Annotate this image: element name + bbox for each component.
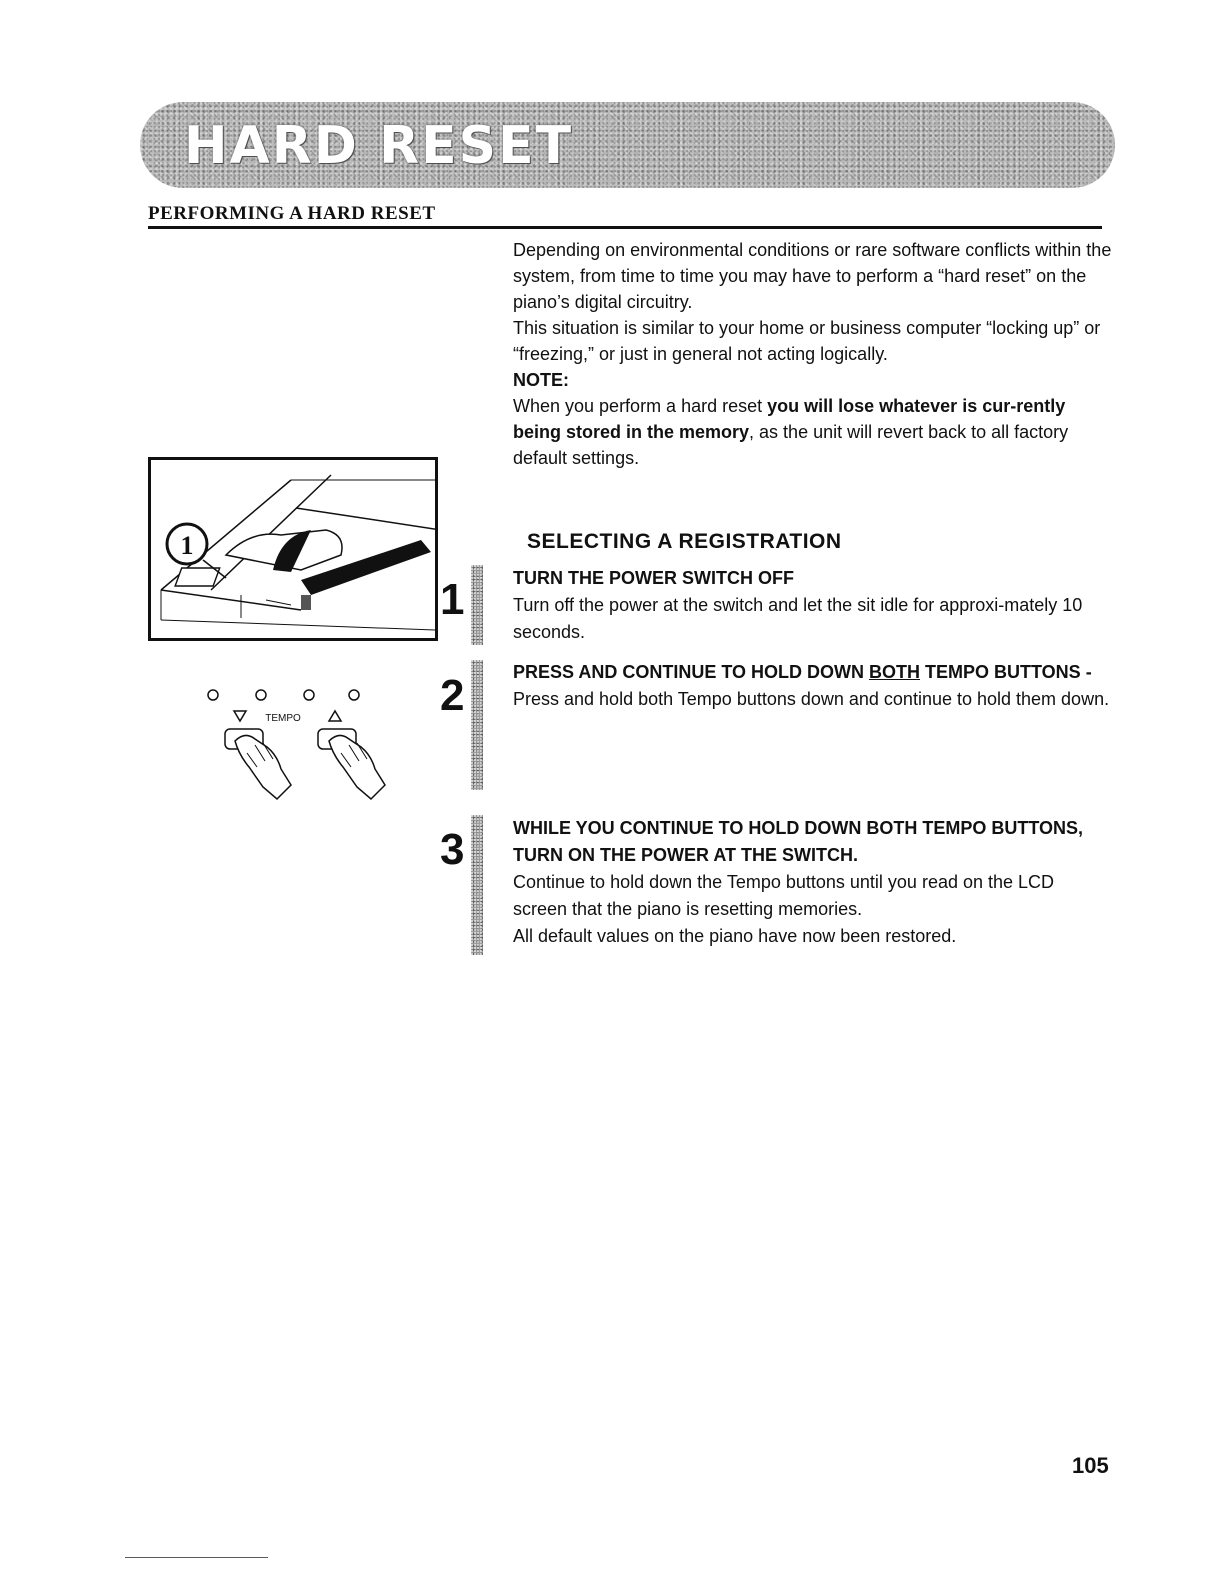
step-number-3: 3 — [440, 825, 465, 874]
step-3 — [513, 815, 1113, 950]
warning-text: you will lose whatever is cur-rently being stored in the memory — [513, 396, 1066, 442]
title-banner — [140, 102, 1115, 188]
intro-text — [513, 237, 1113, 471]
page-title: HARD RESET — [184, 116, 574, 176]
step-3-title: WHILE YOU CONTINUE TO HOLD DOWN BOTH TEMPO BUTTONS, TURN ON THE POWER AT THE SWITCH. — [513, 818, 1083, 865]
piano-panel-drawing — [151, 460, 435, 638]
intro-paragraph-2: This situation is similar to your home or business computer “locking up” or “freezing,” or just in general not acting logically. — [513, 318, 1101, 364]
svg-text:1: 1 — [180, 531, 194, 560]
section-divider — [148, 226, 1102, 229]
step-1-title: TURN THE POWER SWITCH OFF — [513, 568, 794, 588]
page-number: 105 — [1072, 1453, 1109, 1478]
power-switch-illustration — [148, 457, 438, 641]
step-marker-2 — [471, 660, 483, 790]
tempo-label: TEMPO — [265, 713, 301, 724]
step-3-body-2: All default values on the piano have now been restored. — [513, 926, 957, 946]
tempo-buttons-illustration — [205, 683, 425, 813]
step-2-title: PRESS AND CONTINUE TO HOLD DOWN BOTH TEMPO BUTTONS - — [513, 662, 1092, 682]
step-number-1: 1 — [440, 575, 465, 624]
registration-subheading: SELECTING A REGISTRATION — [527, 530, 842, 553]
step-3-body-1: Continue to hold down the Tempo buttons until you read on the LCD screen that the piano is resetting memories. — [513, 872, 1055, 919]
step-2-body: Press and hold both Tempo buttons down and continue to hold them down. — [513, 689, 1110, 709]
footer-divider — [125, 1557, 268, 1558]
step-1 — [513, 565, 1113, 646]
intro-paragraph-1: Depending on environmental conditions or rare software conflicts within the system, from time to time you may have to perform a “hard reset” on the piano’s digital circuitry. — [513, 240, 1112, 312]
step-number-2: 2 — [440, 671, 465, 720]
step-2 — [513, 659, 1113, 713]
tempo-hands-drawing — [205, 683, 425, 813]
note-label: NOTE: — [513, 370, 569, 390]
step-1-body: Turn off the power at the switch and let the sit idle for approxi-mately 10 seconds. — [513, 595, 1083, 642]
step-marker-1 — [471, 565, 483, 645]
step-marker-3 — [471, 815, 483, 955]
section-heading: PERFORMING A HARD RESET — [148, 203, 436, 224]
intro-paragraph-3: When you perform a hard reset you will lose whatever is cur-rently being stored in the memory, as the unit will revert back to all factory default settings. — [513, 396, 1069, 468]
